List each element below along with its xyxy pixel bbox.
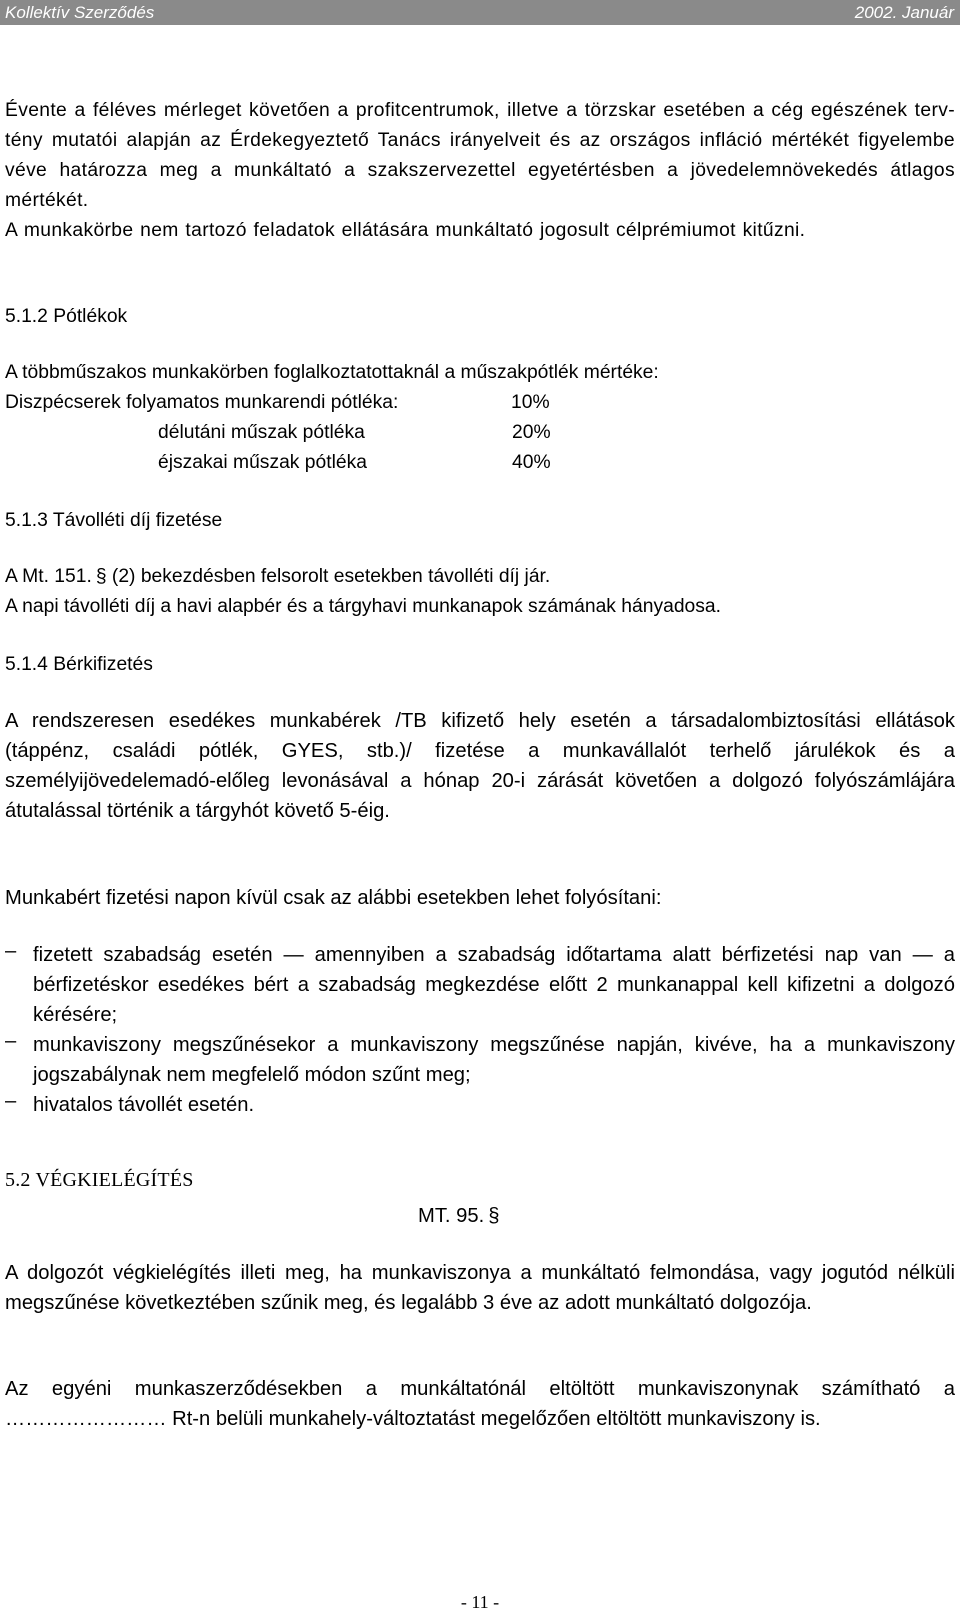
document-date: 2002. Január	[854, 3, 954, 22]
list-item-text: munkaviszony megszűnésekor a munkaviszony megszűnése napján, kivéve, ha a munkaviszony jogszabálynak nem megfelelő módon szűnt meg;	[33, 1034, 955, 1086]
allowance-label: délutáni műszak pótléka	[158, 422, 365, 443]
severance-section	[5, 1258, 955, 1318]
allowance-value: 20%	[512, 422, 551, 443]
severance-paragraph-1: A dolgozót végkielégítés illeti meg, ha munkaviszonya a munkáltató felmondása, vagy jogutód nélküli megszűnése következtében szűnik meg, és legalább 3 éve az adott munkáltató dolgozója.	[5, 1262, 955, 1314]
allowance-value: 40%	[512, 452, 551, 473]
page-header	[0, 0, 960, 25]
dash-bullet: –	[5, 1030, 17, 1052]
absence-pay-line-1	[5, 562, 550, 591]
severance-paragraph-2	[5, 1374, 955, 1434]
intro-paragraph-2: A munkakörbe nem tartozó feladatok ellátására munkáltató jogosult célprémiumot kitűzni.	[5, 220, 806, 241]
section-5-1-4-title: 5.1.4 Bérkifizetés	[5, 654, 153, 675]
list-item	[5, 940, 955, 1030]
allowance-label: éjszakai műszak pótléka	[158, 452, 367, 473]
list-item	[5, 1090, 955, 1120]
section-5-1-3-title: 5.1.3 Távolléti díj fizetése	[5, 510, 223, 531]
intro-paragraph-1: Évente a féléves mérleget követően a profitcentrumok, illetve a törzskar esetében a cég egészének terv-tény mutatói alapján az Érdekegyeztető Tanács irányelveit és az országos infláció mértékét figyelembe véve határozza meg a munkáltató a szakszervezettel egyetértésben a jövedelemnövekedés átlagos mértékét.	[5, 100, 955, 211]
labour-code-ref-text: MT. 95.	[418, 1205, 485, 1227]
blank-placeholder-dots: ……………………	[5, 1408, 167, 1430]
absence-pay-ref: A Mt. 151.	[5, 566, 92, 587]
document-title: Kollektív Szerződés	[5, 3, 155, 22]
section-5-2-title: 5.2 VÉGKIELÉGÍTÉS	[5, 1169, 194, 1191]
extra-payment-list	[5, 940, 955, 1120]
severance-paragraph-2-text	[5, 1374, 955, 1434]
severance-p2-start: Az egyéni munkaszerződésekben a munkáltatónál eltöltött munkaviszonynak számítható a	[5, 1378, 955, 1400]
list-item-text: hivatalos távollét esetén.	[33, 1094, 255, 1116]
list-item-text: fizetett szabadság esetén — amennyiben a szabadság időtartama alatt bérfizetési nap van — a bérfizetéskor esedékes bért a szabadság megkezdése előtt 2 munkanappal kell kifizetni a dolgozó kérésére;	[33, 944, 955, 1026]
dash-bullet: –	[5, 940, 17, 962]
severance-p2-end: Rt-n belüli munkahely-változtatást megelőzően eltöltött munkaviszony is.	[172, 1408, 821, 1430]
extra-payment-intro: Munkabért fizetési napon kívül csak az alábbi esetekben lehet folyósítani:	[5, 887, 662, 909]
absence-pay-line-2: A napi távolléti díj a havi alapbér és a tárgyhavi munkanapok számának hányadosa.	[5, 596, 721, 617]
wage-payment-section	[5, 706, 955, 826]
dash-bullet: –	[5, 1090, 17, 1112]
shift-allowance-intro: A többműszakos munkakörben foglalkoztatottaknál a műszakpótlék mértéke:	[5, 362, 659, 383]
allowance-value: 10%	[511, 392, 550, 413]
section-sign-icon: §	[95, 566, 107, 587]
labour-code-reference	[418, 1202, 499, 1231]
wage-payment-paragraph: A rendszeresen esedékes munkabérek /TB kifizető hely esetén a társadalombiztosítási ellátások (táppénz, családi pótlék, GYES, stb.)/ fizetése a munkavállalót terhelő járulékok és a személyijövedelemadó-előleg levonásával a hónap 20-i zárását követően a dolgozó folyószámlájára átutalással történik a tárgyhót követő 5-éig.	[5, 710, 955, 822]
allowance-label: Diszpécserek folyamatos munkarendi pótléka:	[5, 392, 399, 413]
absence-pay-text: (2) bekezdésben felsorolt esetekben távolléti díj jár.	[111, 566, 551, 587]
intro-section	[5, 96, 955, 246]
section-5-1-2-title: 5.1.2 Pótlékok	[5, 306, 128, 327]
page-number: - 11 -	[460, 1592, 500, 1612]
list-item	[5, 1030, 955, 1090]
section-sign-icon: §	[488, 1205, 500, 1227]
